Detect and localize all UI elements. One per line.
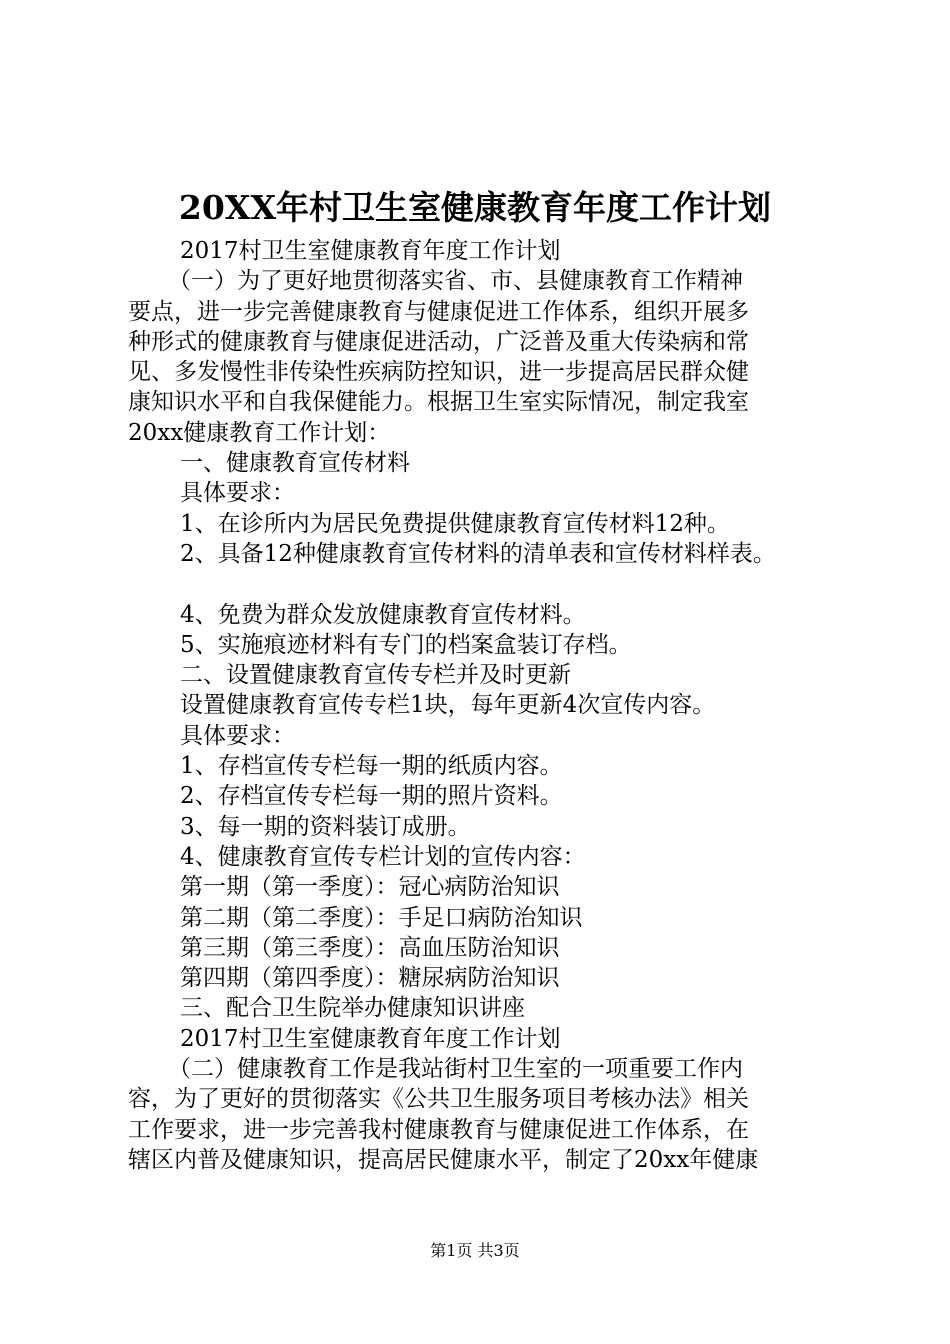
paragraph-line: 康知识水平和自我保健能力。根据卫生室实际情况，制定我室 [128, 389, 749, 416]
paragraph-line: 第四期（第四季度）：糖尿病防治知识 [180, 965, 560, 992]
paragraph-line: 第一期（第一季度）：冠心病防治知识 [180, 874, 560, 901]
paragraph-line: 容，为了更好的贯彻落实《公共卫生服务项目考核办法》相关 [128, 1086, 749, 1113]
paragraph-line: 种形式的健康教育与健康促进活动，广泛普及重大传染病和常 [128, 328, 749, 355]
paragraph-line: 4、免费为群众发放健康教育宣传材料。 [180, 601, 586, 628]
blank-line [128, 569, 848, 599]
paragraph-line: 2017村卫生室健康教育年度工作计划 [180, 238, 561, 264]
paragraph-line: 具体要求： [180, 722, 295, 749]
paragraph-line: 二、设置健康教育宣传专栏并及时更新 [180, 662, 571, 689]
paragraph-line: 2、具备12种健康教育宣传材料的清单表和宣传材料样表。 [180, 540, 776, 567]
paragraph-line: 4、健康教育宣传专栏计划的宣传内容： [180, 843, 586, 870]
paragraph-line: 辖区内普及健康知识，提高居民健康水平，制定了20xx年健康 [128, 1146, 759, 1173]
paragraph-line: 1、在诊所内为居民免费提供健康教育宣传材料12种。 [180, 510, 730, 537]
document-title: 20XX年村卫生室健康教育年度工作计划 [178, 188, 772, 227]
paragraph-line: 要点，进一步完善健康教育与健康促进工作体系，组织开展多 [128, 298, 749, 325]
paragraph-line: 见、多发慢性非传染性疾病防控知识，进一步提高居民群众健 [128, 359, 749, 386]
paragraph-line: 3、每一期的资料装订成册。 [180, 813, 471, 840]
paragraph-line: 第三期（第三季度）：高血压防治知识 [180, 934, 560, 961]
paragraph-line: 工作要求，进一步完善我村健康教育与健康促进工作体系，在 [128, 1116, 749, 1143]
paragraph-line: 2、存档宣传专栏每一期的照片资料。 [180, 783, 563, 810]
paragraph-line: 设置健康教育宣传专栏1块，每年更新4次宣传内容。 [180, 692, 716, 719]
document-body [128, 236, 848, 1175]
paragraph-line: 三、配合卫生院举办健康知识讲座 [180, 995, 525, 1022]
page-footer: 第1页 共3页 [430, 1241, 520, 1260]
paragraph-line: （一）为了更好地贯彻落实省、市、县健康教育工作精神 [168, 268, 743, 295]
paragraph-line: 5、实施痕迹材料有专门的档案盒装订存档。 [180, 631, 632, 658]
paragraph-line: 2017村卫生室健康教育年度工作计划 [180, 1025, 561, 1052]
paragraph-line: 一、健康教育宣传材料 [180, 450, 410, 477]
paragraph-line: 1、存档宣传专栏每一期的纸质内容。 [180, 753, 563, 780]
paragraph-line: 具体要求： [180, 480, 295, 507]
paragraph-line: （二）健康教育工作是我站街村卫生室的一项重要工作内 [168, 1056, 743, 1083]
paragraph-line: 20xx健康教育工作计划： [128, 419, 391, 446]
paragraph-line: 第二期（第二季度）：手足口病防治知识 [180, 904, 583, 931]
